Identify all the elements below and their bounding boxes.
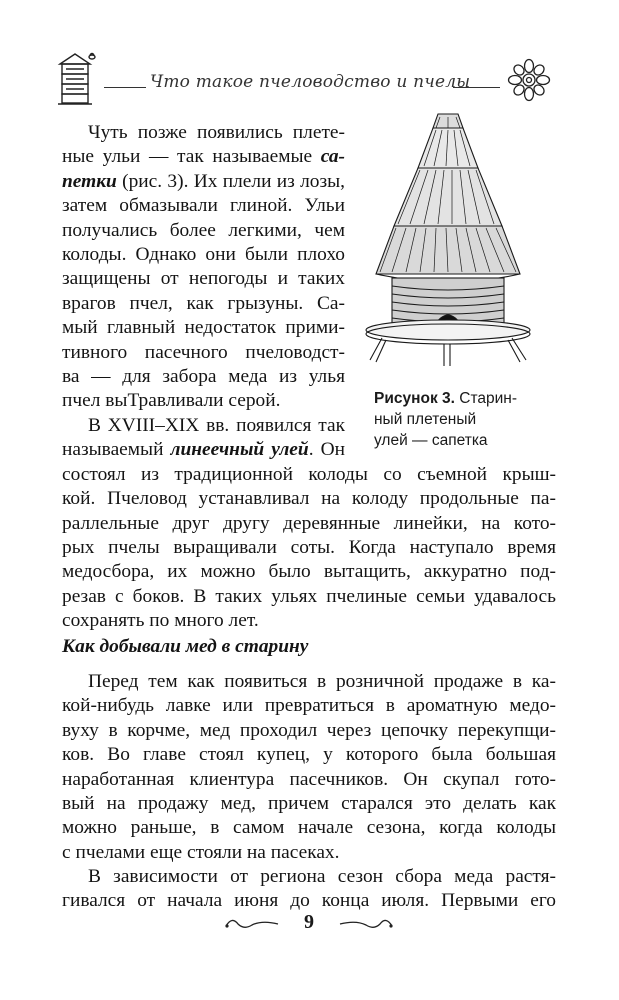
text-line: медосбора, их можно было вытащить, аккуратно под- [62, 561, 556, 583]
text-line: Перед тем как появиться в розничной продаже в ка- [88, 671, 556, 692]
text-line: защищены от непогоды и таких [62, 268, 345, 290]
text-line: ва — для забора меда из улья [62, 365, 345, 387]
text-line: петки (рис. 3). Их плели из лозы, [62, 170, 345, 192]
text-line: затем обмазывали глиной. Ульи [62, 195, 345, 217]
text-line: пчел выТравливали серой. [62, 390, 281, 412]
running-head: Что такое пчеловодство и пчелы [150, 72, 471, 92]
paragraph-sapetki [62, 121, 345, 414]
page-header [0, 0, 619, 120]
text-line: мый главный недостаток прими- [62, 317, 345, 339]
text-line: называемый линеечный улей. Он [62, 439, 346, 461]
beehive-icon [52, 50, 98, 108]
swash-ornament-right [336, 914, 396, 934]
text-line: получались более легкими, чем [62, 219, 345, 241]
text-line: кой-нибудь лавке или превратиться в ароматную медо- [62, 695, 556, 717]
caption-text: ный плетеный [374, 411, 477, 428]
page-number: 9 [304, 911, 314, 933]
header-rule-left [104, 87, 146, 88]
text-line: состоял из традиционной колоды со съемной крыш- [62, 463, 556, 485]
text-line: врагов пчел, как грызуны. Са- [62, 292, 345, 314]
text-line: с пчелами еще стояли на пасеках. [62, 841, 340, 863]
text-line: вый на продажу мед, причем старался это делать как [62, 792, 556, 814]
text-line: ков. Во главе стоял купец, у которого была большая [62, 744, 556, 766]
text-line: сохранять по много лет. [62, 610, 259, 632]
text-line: гивался от начала июня до конца июля. Первыми его [62, 890, 556, 912]
text-line: ные ульи — так называемые са- [62, 146, 345, 168]
text-line: можно раньше, в самом начале сезона, когда колоды [62, 817, 556, 839]
text-line: кой. Пчеловод устанавливал на колоду продольные па- [62, 488, 556, 510]
paragraph-merchant [62, 670, 556, 865]
text-line: тивного пасечного пчеловодст- [62, 341, 345, 363]
text-line: рых пчелы выращивали соты. Когда наступало время [62, 536, 556, 558]
text-line: колоды. Однако они были плохо [62, 243, 345, 265]
figure-label: Рисунок 3. [374, 390, 455, 407]
text-line: В XVIII–XIX вв. появился так [88, 415, 345, 436]
caption-text: улей — сапетка [374, 432, 488, 449]
caption-text: Старин- [454, 390, 517, 407]
text-line: наработанная клиентура пасечников. Он скупал гото- [62, 768, 556, 790]
text-line: В зависимости от региона сезон сбора меда растя- [88, 866, 556, 887]
text-line: Чуть позже появились плете- [88, 122, 345, 143]
skep-beehive-illustration [352, 108, 548, 368]
text-line: резав с боков. В таких ульях пчелиные семьи удавалось [62, 585, 556, 607]
section-heading: Как добывали мед в старину [62, 636, 309, 657]
text-line: вуху в корчме, мед проходил через цепочку перекупщи- [62, 719, 556, 741]
paragraph-lineechny [62, 414, 556, 634]
header-rule-right [453, 87, 500, 88]
flower-icon [504, 58, 554, 102]
text-line: раллельные друг другу деревянные линейки, на кото- [62, 512, 556, 534]
swash-ornament-left [222, 914, 282, 934]
